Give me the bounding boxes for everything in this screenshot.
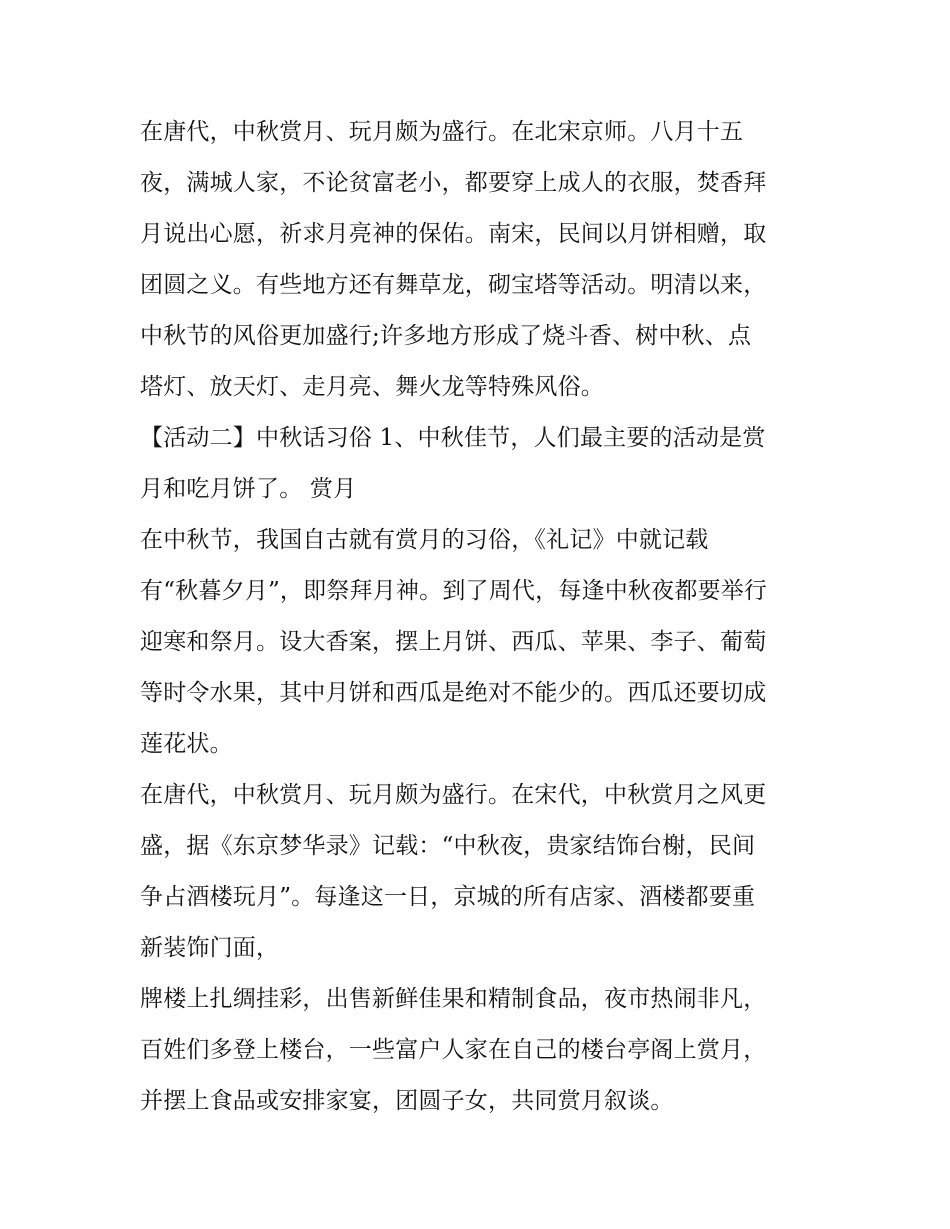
text-line: 牌楼上扎绸挂彩，出售新鲜佳果和精制食品，夜市热闹非凡， bbox=[140, 986, 767, 1012]
text-line: 百姓们多登上楼台，一些富户人家在自己的楼台亭阁上赏月， bbox=[140, 1037, 767, 1063]
text-line: 夜，满城人家，不论贫富老小，都要穿上成人的衣服，焚香拜 bbox=[140, 170, 767, 196]
text-line: 在唐代，中秋赏月、玩月颇为盛行。在宋代，中秋赏月之风更 bbox=[140, 782, 767, 808]
section-heading-line: 【活动二】中秋话习俗 1、中秋佳节，人们最主要的活动是赏 bbox=[140, 425, 766, 451]
text-line: 盛，据《东京梦华录》记载：“中秋夜，贵家结饰台榭，民间 bbox=[140, 833, 756, 859]
text-line: 争占酒楼玩月”。每逢这一日，京城的所有店家、酒楼都要重 bbox=[140, 884, 756, 910]
document-body bbox=[140, 107, 830, 1127]
text-line: 有“秋暮夕月”，即祭拜月神。到了周代，每逢中秋夜都要举行 bbox=[140, 578, 768, 604]
text-line: 莲花状。 bbox=[140, 731, 233, 757]
text-line: 并摆上食品或安排家宴，团圆子女，共同赏月叙谈。 bbox=[140, 1088, 674, 1114]
text-line: 月和吃月饼了。 赏月 bbox=[140, 476, 357, 502]
text-line: 塔灯、放天灯、走月亮、舞火龙等特殊风俗。 bbox=[140, 374, 604, 400]
text-line: 新装饰门面， bbox=[140, 935, 280, 961]
text-line: 团圆之义。有些地方还有舞草龙，砌宝塔等活动。明清以来， bbox=[140, 272, 767, 298]
text-line: 等时令水果，其中月饼和西瓜是绝对不能少的。西瓜还要切成 bbox=[140, 680, 767, 706]
text-line: 在唐代，中秋赏月、玩月颇为盛行。在北宋京师。八月十五 bbox=[140, 119, 744, 145]
text-line: 迎寒和祭月。设大香案，摆上月饼、西瓜、苹果、李子、葡萄 bbox=[140, 629, 767, 655]
text-line: 月说出心愿，祈求月亮神的保佑。南宋，民间以月饼相赠，取 bbox=[140, 221, 767, 247]
text-line: 在中秋节，我国自古就有赏月的习俗，《礼记》中就记载 bbox=[140, 527, 709, 553]
text-line: 中秋节的风俗更加盛行;许多地方形成了烧斗香、树中秋、点 bbox=[140, 323, 752, 349]
